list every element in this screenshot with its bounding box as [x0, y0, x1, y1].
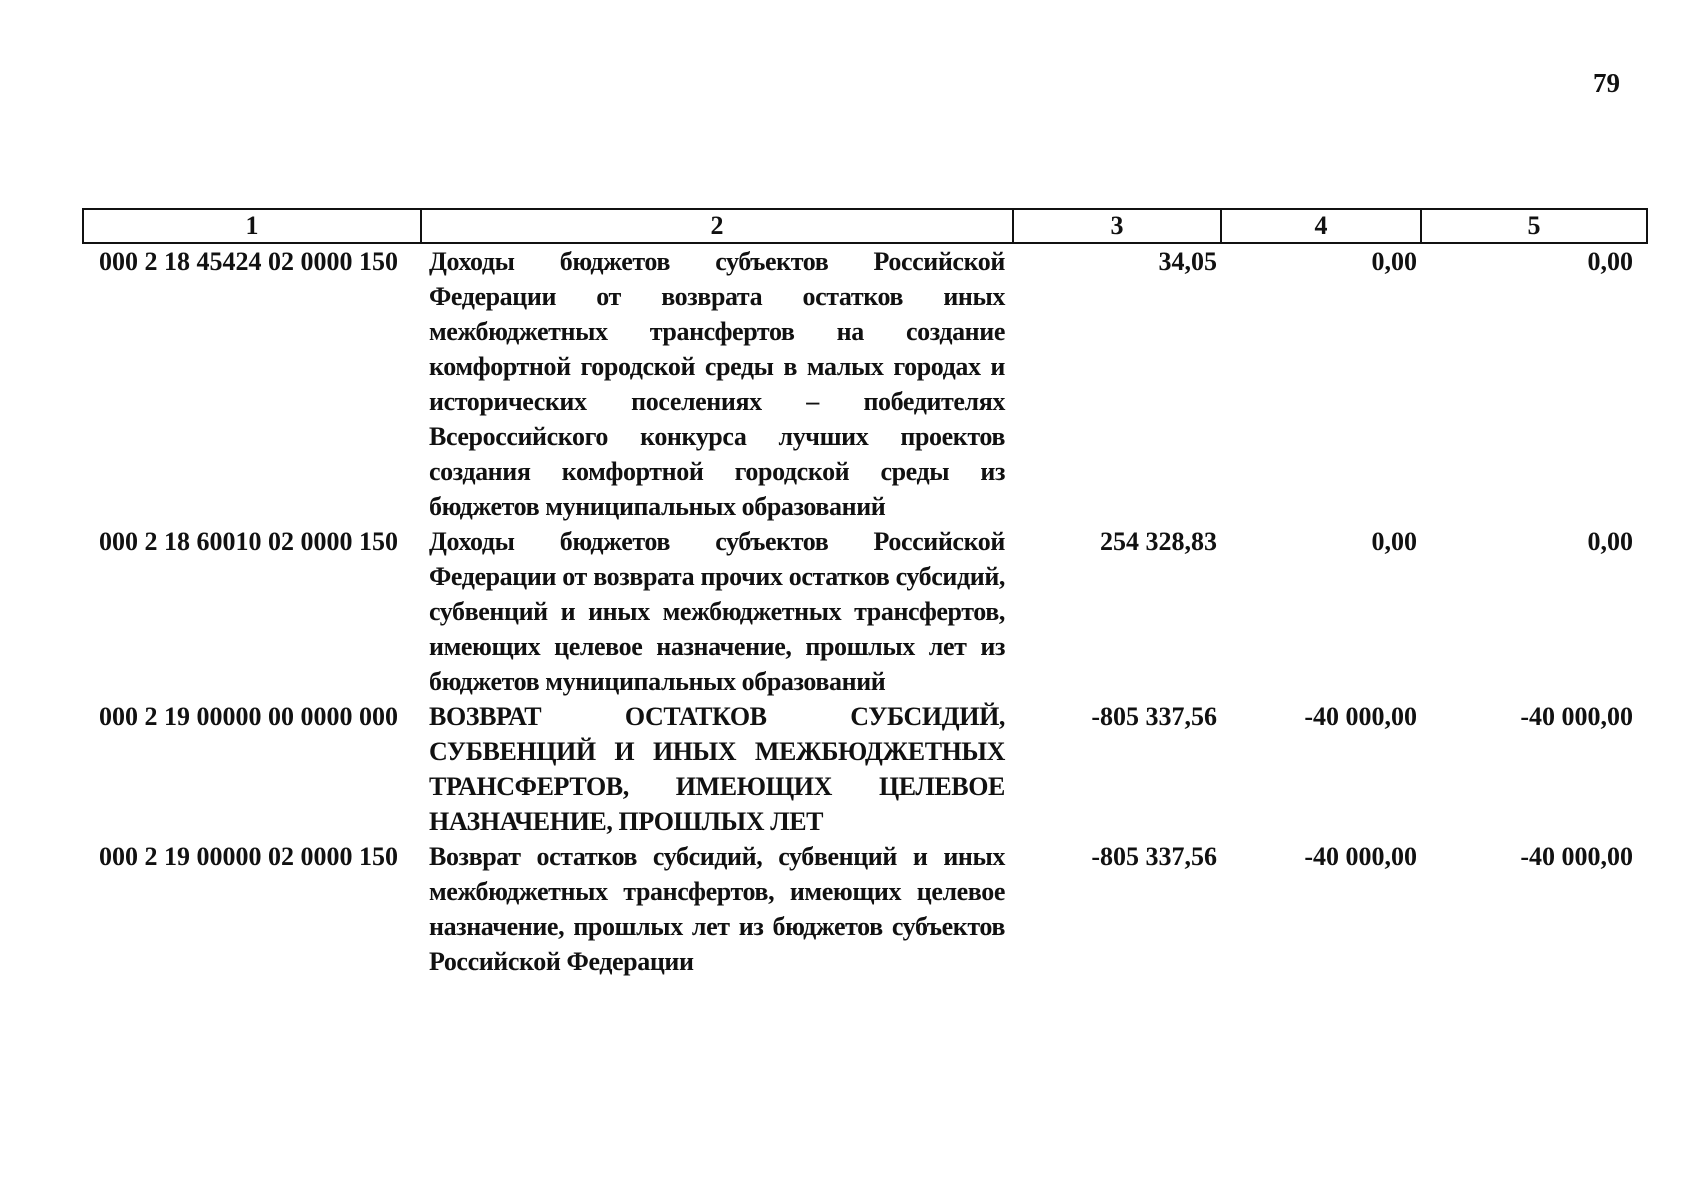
value-col-5-cell: 0,00	[1587, 247, 1633, 276]
description-cell: Возврат остатков субсидий, субвенций и иных межбюджетных трансфертов, имеющих целевое назначение, прошлых лет из бюджетов субъектов Российской Федерации	[429, 842, 1005, 976]
value-col-3-cell: 254 328,83	[1100, 527, 1217, 556]
budget-code-cell: 000 2 19 00000 02 0000 150	[99, 842, 398, 871]
budget-table	[82, 208, 1648, 979]
header-col-1: 1	[83, 209, 421, 243]
value-col-5-cell: -40 000,00	[1520, 842, 1633, 871]
budget-code-cell: 000 2 18 45424 02 0000 150	[99, 247, 398, 276]
header-row	[83, 209, 1647, 243]
value-col-4-cell: 0,00	[1371, 247, 1417, 276]
table-row	[83, 839, 1647, 979]
header-col-4: 4	[1221, 209, 1421, 243]
value-col-4-cell: -40 000,00	[1304, 842, 1417, 871]
value-col-4-cell: -40 000,00	[1304, 702, 1417, 731]
table-row	[83, 243, 1647, 524]
value-col-5-cell: -40 000,00	[1520, 702, 1633, 731]
header-col-2: 2	[421, 209, 1013, 243]
header-col-3: 3	[1013, 209, 1221, 243]
value-col-5-cell: 0,00	[1587, 527, 1633, 556]
description-cell: Доходы бюджетов субъектов Российской Федерации от возврата прочих остатков субсидий, субвенций и иных межбюджетных трансфертов, имеющих целевое назначение, прошлых лет из бюджетов муниципальных образований	[429, 527, 1005, 696]
table-body	[83, 243, 1647, 979]
value-col-4-cell: 0,00	[1371, 527, 1417, 556]
budget-code-cell: 000 2 19 00000 00 0000 000	[99, 702, 398, 731]
page-number: 79	[1593, 68, 1620, 98]
budget-code-cell: 000 2 18 60010 02 0000 150	[99, 527, 398, 556]
description-cell: Доходы бюджетов субъектов Российской Федерации от возврата остатков иных межбюджетных трансфертов на создание комфортной городской среды в малых городах и исторических поселениях – победителях Всероссийского конкурса лучших проектов создания комфортной городской среды из бюджетов муниципальных образований	[429, 247, 1005, 521]
header-col-5: 5	[1421, 209, 1647, 243]
table-header	[83, 209, 1647, 243]
value-col-3-cell: -805 337,56	[1091, 702, 1217, 731]
table-row	[83, 699, 1647, 839]
value-col-3-cell: -805 337,56	[1091, 842, 1217, 871]
description-cell: ВОЗВРАТ ОСТАТКОВ СУБСИДИЙ, СУБВЕНЦИЙ И ИНЫХ МЕЖБЮДЖЕТНЫХ ТРАНСФЕРТОВ, ИМЕЮЩИХ ЦЕЛЕВОЕ НАЗНАЧЕНИЕ, ПРОШЛЫХ ЛЕТ	[429, 702, 1005, 836]
table-row	[83, 524, 1647, 699]
value-col-3-cell: 34,05	[1158, 247, 1217, 276]
